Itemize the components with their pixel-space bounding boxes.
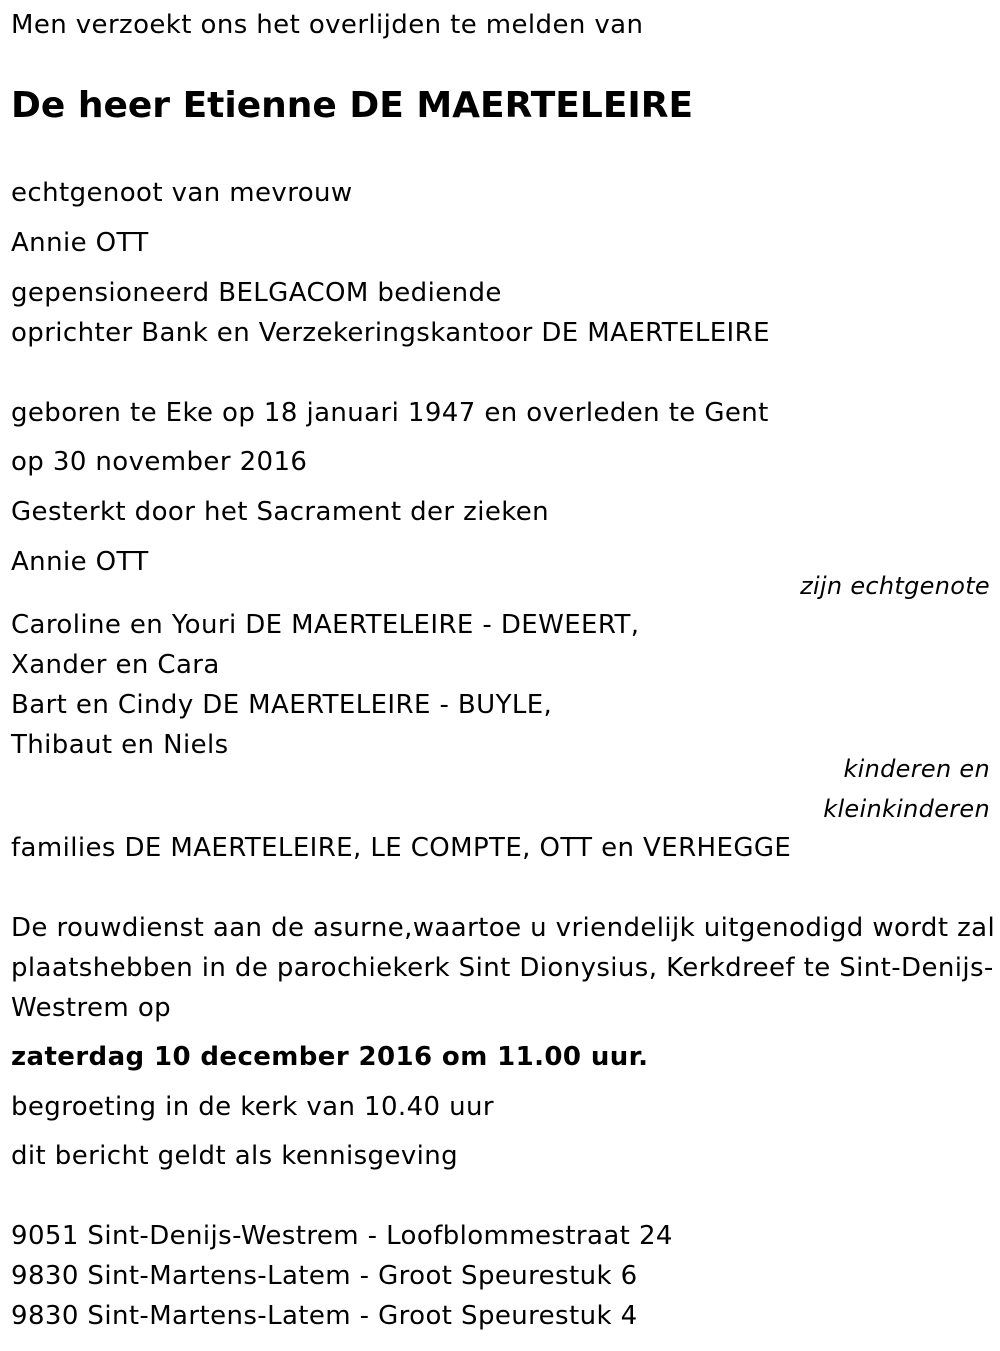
mourner-children-line: Xander en Cara: [11, 650, 220, 680]
address-line: 9051 Sint-Denijs-Westrem - Loofblommestraat 24: [11, 1221, 673, 1251]
service-datetime: zaterdag 10 december 2016 om 11.00 uur.: [11, 1042, 649, 1072]
birth-line: geboren te Eke op 18 januari 1947 en overleden te Gent: [11, 398, 769, 428]
mourner-children-line: Bart en Cindy DE MAERTELEIRE - BUYLE,: [11, 690, 553, 720]
spouse-name: Annie OTT: [11, 228, 149, 258]
sacrament-line: Gesterkt door het Sacrament der zieken: [11, 497, 550, 527]
mourner-children-role: kinderen en: [843, 755, 990, 783]
intro-text: Men verzoekt ons het overlijden te melden van: [11, 10, 644, 40]
service-text: Westrem op: [11, 993, 172, 1023]
greeting-line: begroeting in de kerk van 10.40 uur: [11, 1092, 494, 1122]
mourner-children-line: Thibaut en Niels: [11, 730, 229, 760]
spouse-of-label: echtgenoot van mevrouw: [11, 178, 353, 208]
mourner-spouse-name: Annie OTT: [11, 547, 149, 577]
address-line: 9830 Sint-Martens-Latem - Groot Speurestuk 6: [11, 1261, 638, 1291]
deceased-name: De heer Etienne DE MAERTELEIRE: [11, 85, 694, 126]
notice-line: dit bericht geldt als kennisgeving: [11, 1141, 459, 1171]
service-text: plaatshebben in de parochiekerk Sint Dionysius, Kerkdreef te Sint-Denijs-: [11, 953, 994, 983]
service-text: De rouwdienst aan de asurne,waartoe u vriendelijk uitgenodigd wordt zal: [11, 913, 996, 943]
mourner-children-line: Caroline en Youri DE MAERTELEIRE - DEWEERT,: [11, 610, 640, 640]
mourner-children-role: kleinkinderen: [823, 795, 990, 823]
address-line: 9830 Sint-Martens-Latem - Groot Speurestuk 4: [11, 1301, 638, 1331]
occupation-line: gepensioneerd BELGACOM bediende: [11, 278, 502, 308]
occupation-line: oprichter Bank en Verzekeringskantoor DE MAERTELEIRE: [11, 318, 770, 348]
mourner-spouse-role: zijn echtgenote: [800, 572, 990, 600]
death-date-line: op 30 november 2016: [11, 447, 308, 477]
mourner-families: families DE MAERTELEIRE, LE COMPTE, OTT en VERHEGGE: [11, 833, 792, 863]
